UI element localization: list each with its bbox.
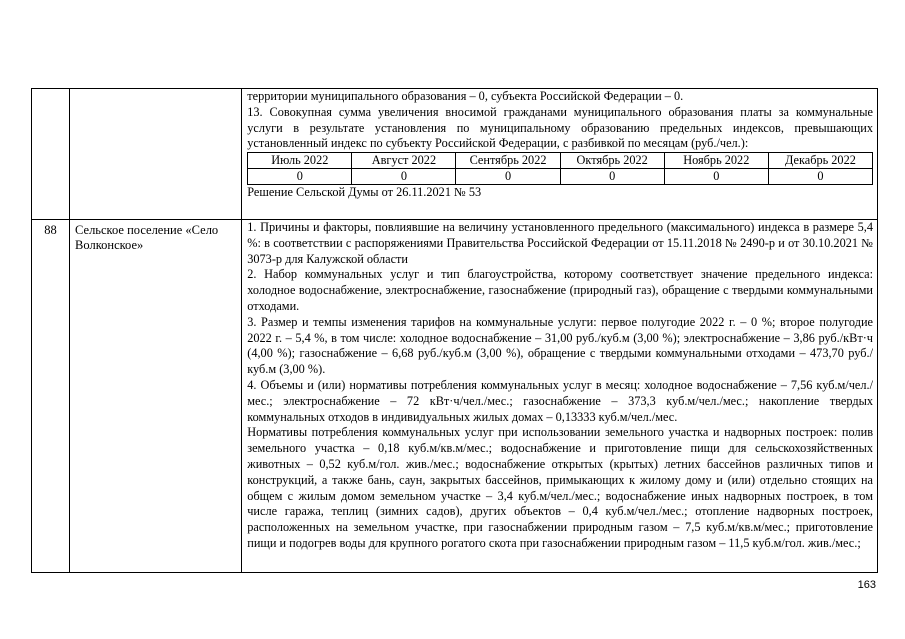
paragraph-norms: Нормативы потребления коммунальных услуг при использовании земельного участка и надворных построек: полив земельного участка – 0,18 куб.м/кв.м/мес.; водоснабжение и приготовление пищи для сельскохозяйственных животных – 0,52 куб.м/гол. жив./мес.; водоснабжение открытых (крытых) летних бассейнов различных типов и конструкций, а также бань, саун, закрытых бассейнов, примыкающих к жилому дому и (или) отдельно стоящих на общем с жилым домом земельном участке – 3,4 куб.м/чел./мес.; водоснабжение иных надворных построек, в том числе гаража, теплиц (зимних садов), других объектов – 0,4 куб.м/чел./мес.; отопление надворных построек, расположенных на земельном участке, при газоснабжении природным газом – 7,5 куб.м/кв.м/мес.; приготовление пищи и подогрев воды для крупного рогатого скота при газоснабжении природным газом – 11,5 куб.м/гол. жив./мес.; — [247, 425, 873, 550]
paragraph-1: 1. Причины и факторы, повлиявшие на величину установленного предельного (максимального) индекса в размере 5,4 %: в соответствии с распоряжениями Правительства Российской Федерации от 15.11.2018 № 2490-р и от 30.10.2021 № 3073-р для Калужской области — [247, 220, 873, 266]
month-header: Сентябрь 2022 — [456, 153, 560, 169]
month-header: Октябрь 2022 — [560, 153, 664, 169]
paragraph-3: 3. Размер и темпы изменения тарифов на коммунальные услуги: первое полугодие 2022 г. – 0 %; второе полугодие 2022 г. – 5,4 %, в том числе: холодное водоснабжение – 31,00 руб./куб.м (3,00 %); электроснабжение – 3,86 руб./кВт·ч (4,00 %); газоснабжение – 6,68 руб./куб.м (3,00 %), обращение с твердыми коммунальными отходами – 473,70 руб./куб.м (3,00 %). — [247, 314, 873, 377]
paragraph-13: 13. Совокупная сумма увеличения вносимой гражданами муниципального образования платы за коммунальные услуги в результате установления по муниципальному образованию предельных индексов, превышающих установленный индекс по субъекту Российской Федерации, с разбивкой по месяцам (руб./чел.): — [247, 104, 873, 151]
month-value: 0 — [456, 169, 560, 185]
months-value-row — [248, 169, 873, 185]
month-value: 0 — [352, 169, 456, 185]
paragraph-4: 4. Объемы и (или) нормативы потребления коммунальных услуг в месяц: холодное водоснабжение – 7,56 куб.м/чел./мес.; электроснабжение – 72 кВт·ч/чел./мес.; газоснабжение – 373,3 куб.м/чел./мес.; накопление твердых коммунальных отходов в индивидуальных жилых домах – 0,13333 куб.м/чел./мес. — [247, 377, 873, 424]
row-number-cell — [32, 89, 70, 220]
monthly-increase-table — [247, 152, 873, 185]
month-value: 0 — [768, 169, 872, 185]
month-header: Ноябрь 2022 — [664, 153, 768, 169]
paragraph-2: 2. Набор коммунальных услуг и тип благоустройства, которому соответствует значение предельного индекса: холодное водоснабжение, электроснабжение, газоснабжение (природный газ), обращение с твердыми коммунальными отходами. — [247, 267, 873, 313]
table-row — [32, 89, 878, 220]
month-header: Декабрь 2022 — [768, 153, 872, 169]
municipality-name-cell: Сельское поселение «Село Волконское» — [70, 220, 242, 573]
page-number: 163 — [857, 579, 876, 591]
decision-reference: Решение Сельской Думы от 26.11.2021 № 53 — [247, 185, 482, 200]
tariff-table — [31, 88, 878, 573]
row-content-cell — [242, 89, 878, 220]
month-value: 0 — [248, 169, 352, 185]
municipality-name-cell — [70, 89, 242, 220]
table-row — [32, 220, 878, 573]
month-header: Июль 2022 — [248, 153, 352, 169]
months-header-row — [248, 153, 873, 169]
row-number-cell: 88 — [32, 220, 70, 573]
month-value: 0 — [664, 169, 768, 185]
paragraph-continuation: территории муниципального образования – 0, субъекта Российской Федерации – 0. — [247, 89, 684, 103]
month-header: Август 2022 — [352, 153, 456, 169]
month-value: 0 — [560, 169, 664, 185]
row-content-cell — [242, 220, 878, 573]
